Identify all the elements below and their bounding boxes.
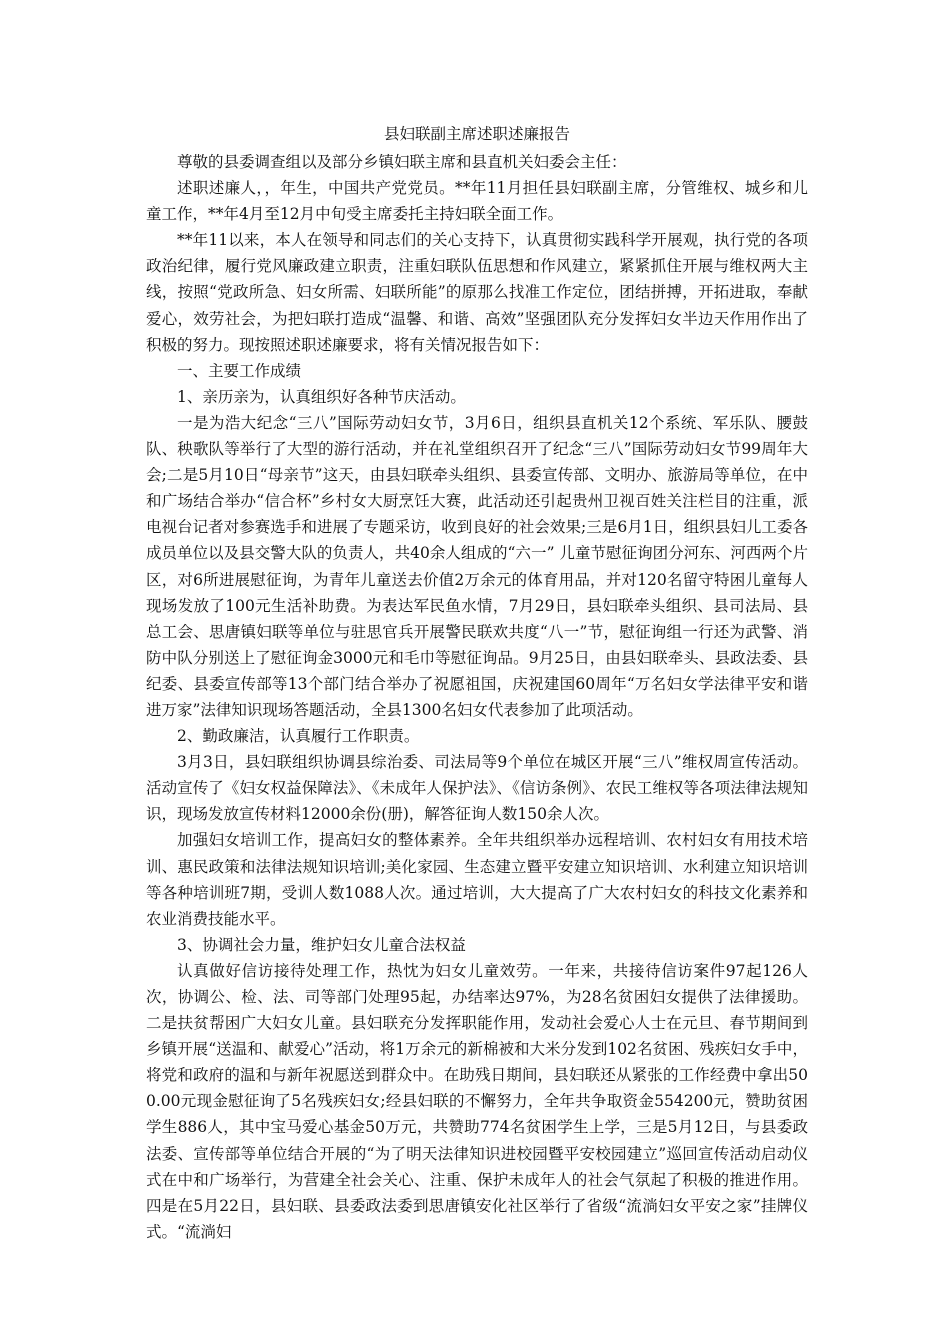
salutation: 尊敬的县委调查组以及部分乡镇妇联主席和县直机关妇委会主任： [177,153,627,171]
body-paragraph: 加强妇女培训工作，提高妇女的整体素养。全年共组织举办远程培训、农村妇女有用技术培训、惠民政策和法律法规知识培训;美化家园、生态建立暨平安建立知识培训、水利建立知识培训等各种培训班7期，受训人数1088人次。通过培训，大大提高了广大农村妇女的科技文化素养和农业消费技能水平。 [146,831,808,928]
section-heading: 1、亲历亲为，认真组织好各种节庆活动。 [177,387,466,406]
body-paragraph: **年11以来，本人在领导和同志们的关心支持下，认真贯彻实践科学开展观，执行党的各项政治纪律，履行党风廉政建立职责，注重妇联队伍思想和作风建立，紧紧抓住开展与维权两大主线，按照“党政所急、妇女所需、妇联所能”的原那么找准工作定位，团结拼搏，开拓进取，奉献爱心，效劳社会，为把妇联打造成“温馨、和谐、高效”坚强团队充分发挥妇女半边天作用作出了积极的努力。现按照述职述廉要求，将有关情况报告如下： [146,231,808,354]
body-paragraph: 述职述廉人，，年生，中国共产党党员。**年11月担任县妇联副主席，分管维权、城乡和儿童工作，**年4月至12月中旬受主席委托主持妇联全面工作。 [146,179,808,224]
document-title: 县妇联副主席述职述廉报告 [383,125,570,143]
body-paragraph: 认真做好信访接待处理工作，热忱为妇女儿童效劳。一年来，共接待信访案件97起126人次，协调公、检、法、司等部门处理95起，办结率达97%，为28名贫困妇女提供了法律援助。二是扶贫帮困广大妇女儿童。县妇联充分发挥职能作用，发动社会爱心人士在元旦、春节期间到乡镇开展“送温和、献爱心”活动，将1万余元的新棉被和大米分发到102名贫困、残疾妇女手中，将党和政府的温和与新年祝愿送到群众中。在助残日期间，县妇联还从紧张的工作经费中拿出500.00元现金慰征询了5名残疾妇女;经县妇联的不懈努力，全年共争取资金554200元，赞助贫困学生886人，其中宝马爱心基金50万元，共赞助774名贫困学生上学，三是5月12日，与县委政法委、宣传部等单位结合开展的“为了明天法律知识进校园暨平安校园建立”巡回宣传活动启动仪式在中和广场举行，为营建全社会关心、注重、保护未成年人的社会气氛起了积极的推进作用。四是在5月22日，县妇联、县委政法委到思唐镇安化社区举行了省级“流淌妇女平安之家”挂牌仪式。“流淌妇 [146,961,808,1241]
body-paragraph: 3月3日，县妇联组织协调县综治委、司法局等9个单位在城区开展“三八”维权周宣传活动。活动宣传了《妇女权益保障法》、《未成年人保护法》、《信访条例》、农民工维权等各项法律法规知识，现场发放宣传材料12000余份(册)，解答征询人数150余人次。 [146,753,808,824]
document-body [146,149,808,1245]
section-heading: 3、协调社会力量，维护妇女儿童合法权益 [177,935,466,954]
section-heading: 一、主要工作成绩 [177,361,302,380]
body-paragraph: 一是为浩大纪念“三八”国际劳动妇女节，3月6日，组织县直机关12个系统、军乐队、腰鼓队、秧歌队等举行了大型的游行活动，并在礼堂组织召开了纪念“三八”国际劳动妇女节99周年大会;二是5月10日“母亲节”这天，由县妇联牵头组织、县委宣传部、文明办、旅游局等单位，在中和广场结合举办“信合杯”乡村女大厨烹饪大赛，此活动还引起贵州卫视百姓关注栏目的注重，派电视台记者对参赛选手和进展了专题采访，收到良好的社会效果;三是6月1日，组织县妇儿工委各成员单位以及县交警大队的负责人，共40余人组成的“六一” 儿童节慰征询团分河东、河西两个片区，对6所进展慰征询，为青年儿童送去价值2万余元的体育用品，并对120名留守特困儿童每人现场发放了100元生活补助费。为表达军民鱼水情，7月29日，县妇联牵头组织、县司法局、县总工会、思唐镇妇联等单位与驻思官兵开展警民联欢共度“八一”节，慰征询组一行还为武警、消防中队分别送上了慰征询金3000元和毛巾等慰征询品。9月25日，由县妇联牵头、县政法委、县纪委、县委宣传部等13个部门结合举办了祝愿祖国，庆祝建国60周年“万名妇女学法律平安和谐进万家”法律知识现场答题活动，全县1300名妇女代表参加了此项活动。 [146,413,808,719]
section-heading: 2、勤政廉洁，认真履行工作职责。 [177,727,420,746]
